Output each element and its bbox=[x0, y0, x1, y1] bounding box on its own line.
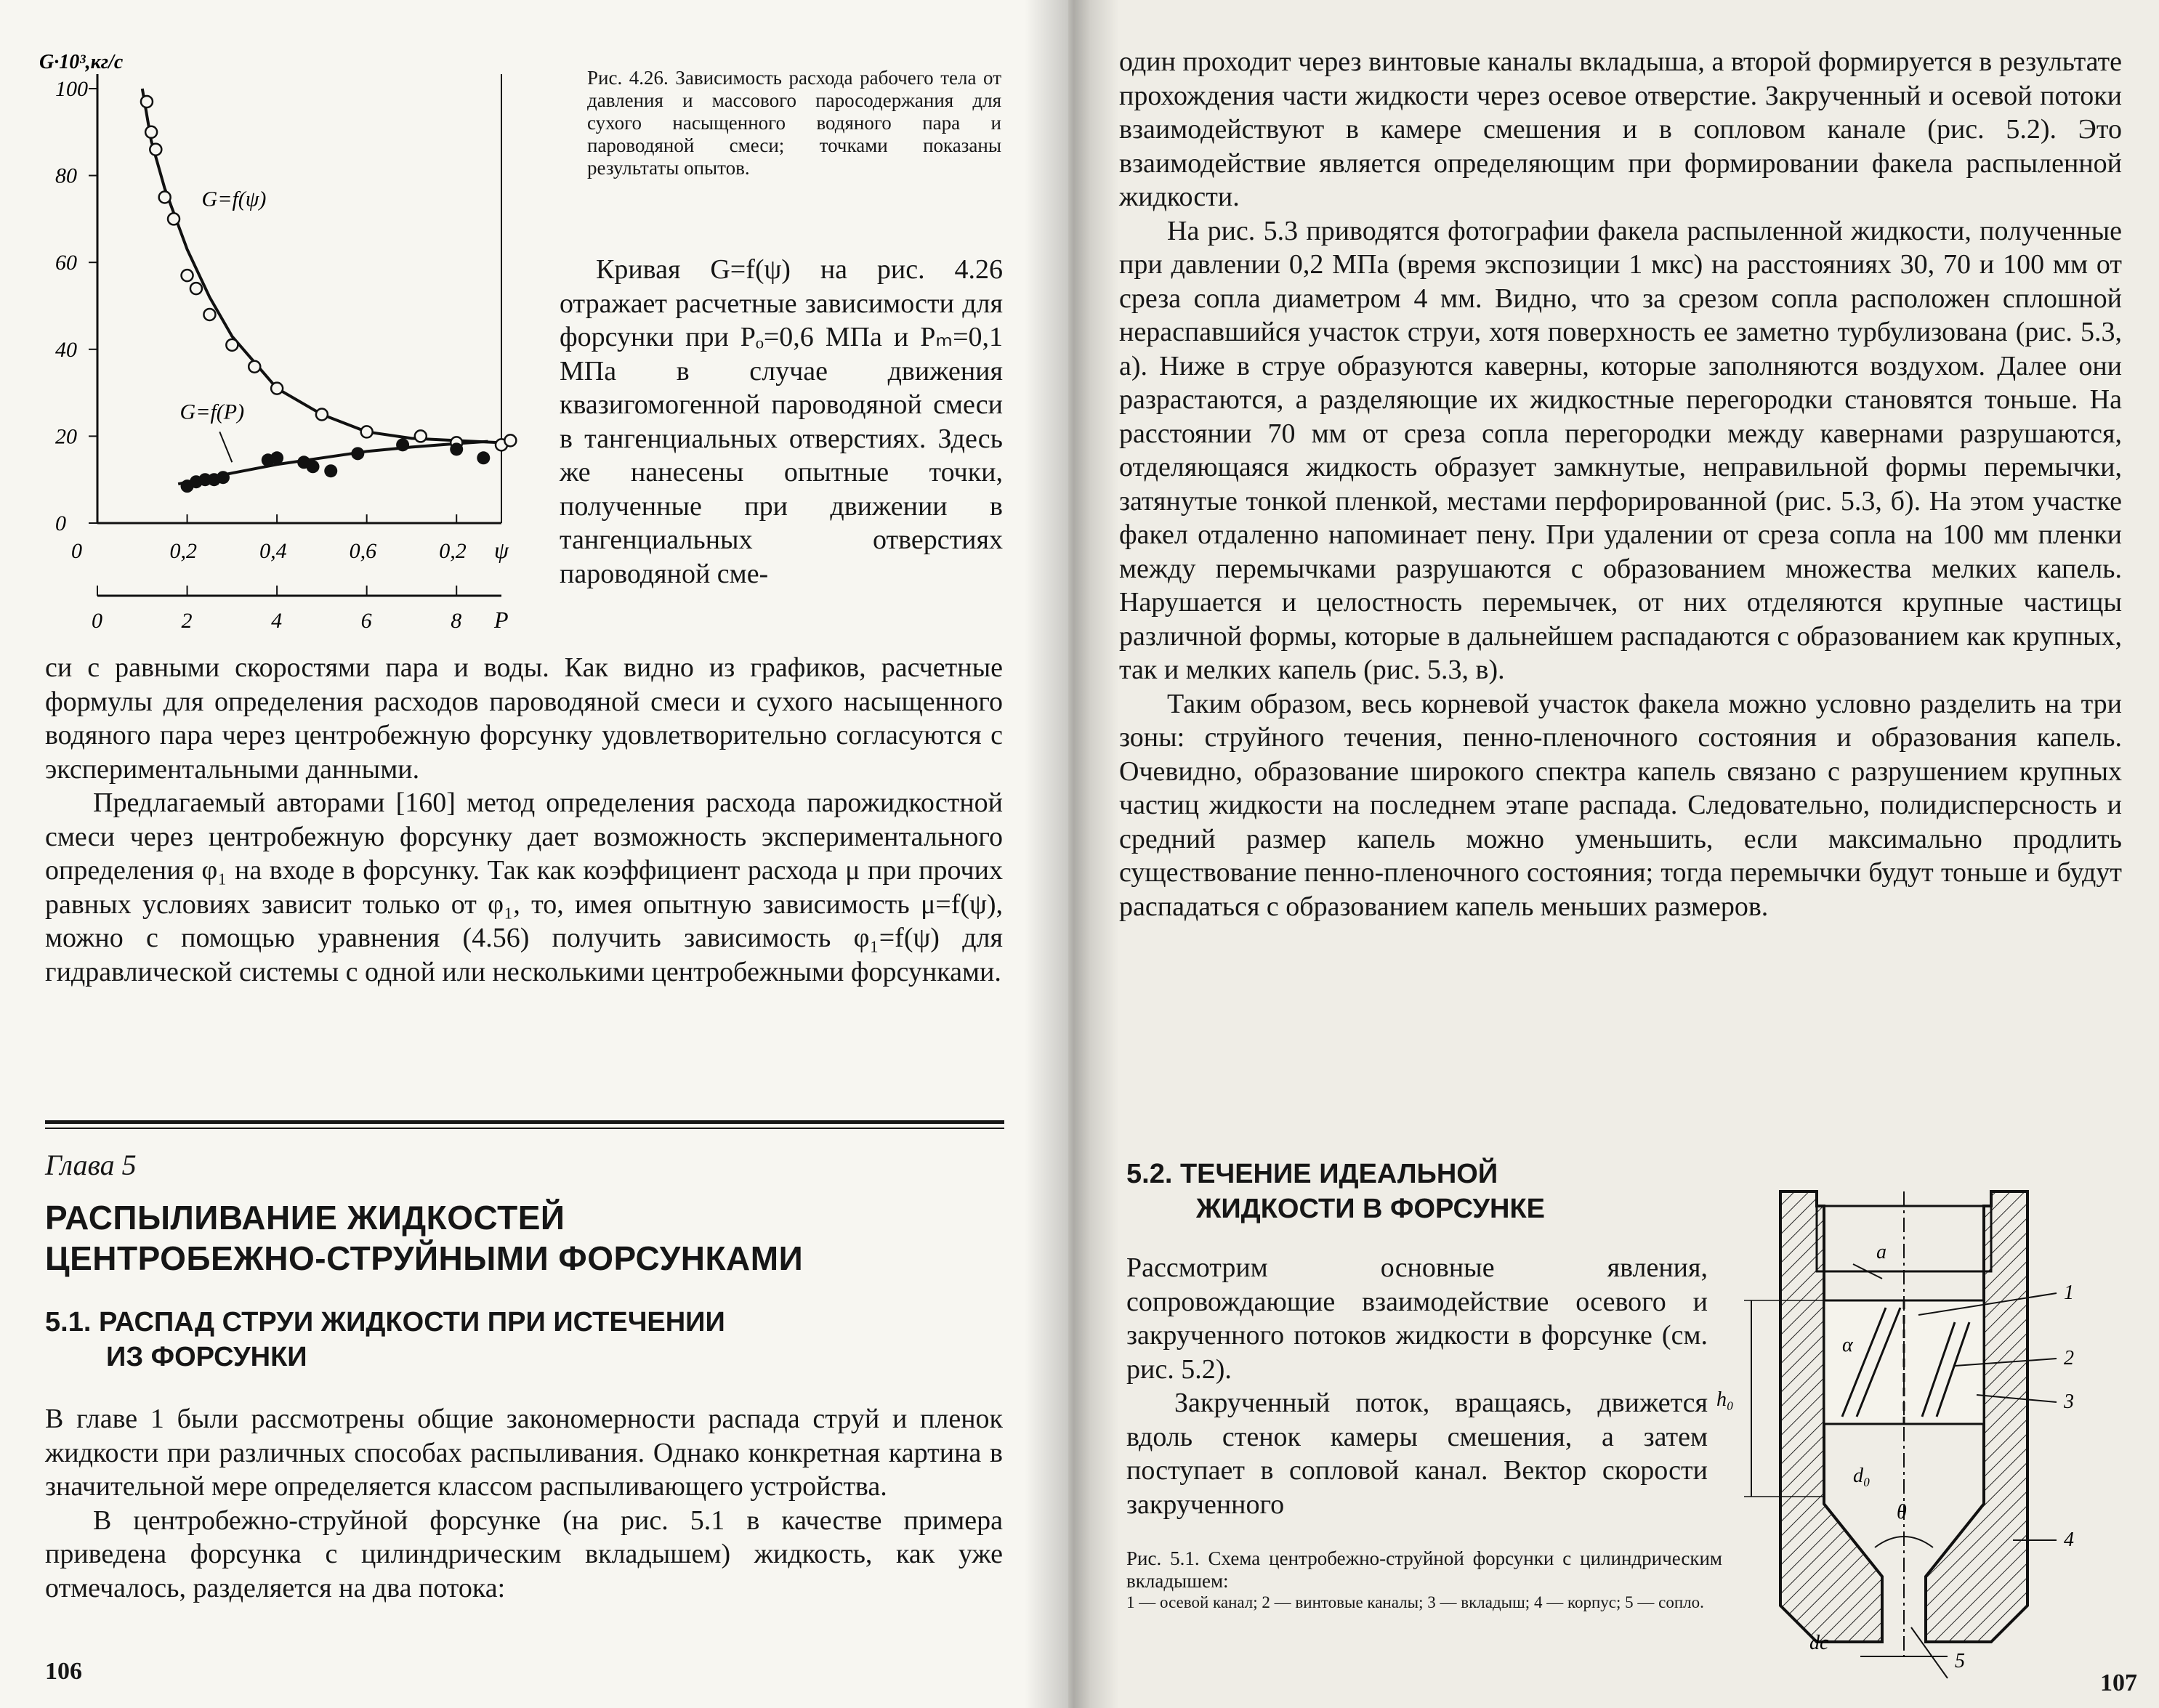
paragraph-text: Закрученный поток, вращаясь, движется вдоль стенок камеры смешения, а затем поступает в сопловой канал. Вектор скорости закрученного bbox=[1126, 1388, 1708, 1520]
section-heading-line: 5.2. ТЕЧЕНИЕ ИДЕАЛЬНОЙ bbox=[1126, 1159, 1498, 1189]
right-body-top bbox=[1119, 45, 2122, 923]
figure-4-26-chart bbox=[29, 29, 552, 633]
label-3: 3 bbox=[2064, 1391, 2074, 1413]
data-point-psi-open bbox=[249, 361, 260, 373]
p-tick-label: 2 bbox=[181, 609, 193, 633]
p-tick-label: 8 bbox=[451, 609, 462, 633]
y-tick-label: 60 bbox=[55, 251, 77, 275]
chapter-rule-thin bbox=[45, 1128, 1004, 1129]
data-point-psi-open bbox=[226, 339, 238, 351]
chart-svg bbox=[29, 29, 552, 633]
paragraph-curve-description bbox=[560, 253, 1003, 591]
y-tick-label: 100 bbox=[55, 77, 88, 101]
paragraph-text: На рис. 5.3 приводятся фотографии факела распыленной жидкости, полученные при давлении 0,2 МПа (время экспозиции 1 мкс) на расстояниях 30, 70 и 100 мм от среза сопла диаметром 4 мм. Видно, что за срезом сопла расположен сплошной нераспавшийся участок струи, хотя поверхность ее заметно турбулизована (рис. 5.3, а). Ниже в струе образуются каверны, которые заполняются воздухом. Далее они разрастаются, а разделяющие их жидкостные перегородки становятся тоньше. На расстоянии 70 мм от среза сопла перегородки между кавернами разрушаются, отделяющаяся жидкость образует замкнутые, неправильной формы перемычки, затянутые тонкой пленкой, местами перфорированной (рис. 5.3, б). На этом участке факел отдаленно напоминает пену. При удалении от среза сопла на 100 мм пленки между перемычками разрушаются с образованием множества мелких капель. Нарушается и целостность перемычек, от них отделяются крупные частицы различной формы, которые в дальнейшем распадаются с образованием как крупных, так и мелких капель (рис. 5.3, в). bbox=[1119, 215, 2122, 685]
psi-tick-label: 0,2 bbox=[169, 539, 198, 563]
data-point-psi-open bbox=[145, 126, 157, 138]
y-tick-label: 0 bbox=[55, 511, 66, 535]
data-point-psi-open bbox=[168, 213, 179, 224]
section-heading-line: 5.1. РАСПАД СТРУИ ЖИДКОСТИ ПРИ ИСТЕЧЕНИИ bbox=[45, 1307, 725, 1337]
chapter-title-line: ЦЕНТРОБЕЖНО-СТРУЙНЫМИ ФОРСУНКАМИ bbox=[45, 1239, 804, 1277]
data-point-p-filled bbox=[324, 464, 337, 477]
data-point-p-filled bbox=[307, 460, 320, 473]
paragraph-text: один проходит через винтовые каналы вкладыша, а второй формируется в результате прохождения части жидкости через осевое отверстие. Закрученный и осевой потоки взаимодействуют в камере смешения и в сопловом канале (рис. 5.2). Это взаимодействие является определяющим при формировании факела распыленной жидкости. bbox=[1119, 46, 2122, 212]
paragraph-text: Таким образом, весь корневой участок факела можно условно разделить на три зоны: струйного течения, пенно-пленочного состояния и образования капель. Очевидно, образование широкого спектра капель связано с разрушением крупных частиц жидкости на последнем этапе распада. Следовательно, полидисперсность и средний размер капель можно уменьшить, если максимально продлить существование пенно-пленочного состояния; тогда перемычки будут тоньше и будут распадаться с образованием капель меньших размеров. bbox=[1119, 688, 2122, 922]
chapter-label: Глава 5 bbox=[45, 1149, 137, 1181]
y-tick-label: 20 bbox=[55, 424, 77, 449]
label-a: a bbox=[1876, 1241, 1886, 1263]
p-tick-label: 4 bbox=[271, 609, 283, 633]
y-tick-label: 40 bbox=[55, 337, 77, 362]
data-point-psi-open bbox=[141, 96, 153, 108]
chapter-rule-thick bbox=[45, 1120, 1004, 1124]
series-label-g-p: G=f(P) bbox=[179, 400, 245, 424]
section-5-1-body bbox=[45, 1402, 1003, 1605]
psi-tick-label: 0,4 bbox=[259, 539, 287, 563]
section-5-2-body bbox=[1126, 1251, 1708, 1521]
label-dc: dc bbox=[1809, 1632, 1829, 1654]
paragraph-continuation bbox=[45, 651, 1003, 989]
data-point-psi-open bbox=[150, 144, 161, 155]
paragraph-text: В главе 1 были рассмотрены общие закономерности распада струй и пленок жидкости при различных способах распыливания. Однако конкретная картина в значительной мере определяется классом распыливающего устройства. bbox=[45, 1404, 1003, 1502]
p-axis-label: P bbox=[494, 607, 509, 633]
y-axis-label: G·10³,кг/с bbox=[39, 51, 124, 73]
psi-axis-label: ψ bbox=[494, 537, 509, 563]
figure-5-1-caption-legend: 1 — осевой канал; 2 — винтовые каналы; 3 — вкладыш; 4 — корпус; 5 — сопло. bbox=[1126, 1593, 1704, 1611]
left-page bbox=[0, 0, 1068, 1708]
label-h0: h₀ bbox=[1716, 1388, 1734, 1411]
data-point-psi-open bbox=[203, 309, 215, 320]
data-point-psi-open bbox=[190, 283, 202, 294]
label-d0: d₀ bbox=[1853, 1465, 1871, 1487]
series-label-leader bbox=[219, 432, 232, 462]
curve-g-of-psi bbox=[142, 89, 501, 442]
data-point-psi-open bbox=[504, 434, 516, 446]
data-point-psi-open bbox=[361, 426, 373, 437]
figure-4-26-caption-text: Рис. 4.26. Зависимость расхода рабочего тела от давления и массового паросодержания для сухого насыщенного водяного пара и пароводяной смеси; точками показаны результаты опытов. bbox=[587, 67, 1001, 179]
label-1: 1 bbox=[2064, 1282, 2074, 1304]
data-point-psi-open bbox=[159, 192, 171, 203]
label-5: 5 bbox=[1955, 1650, 1965, 1672]
psi-origin-label: 0 bbox=[71, 539, 82, 563]
figure-5-1-nozzle-diagram bbox=[1716, 1177, 2115, 1672]
page-number-right: 107 bbox=[2100, 1669, 2137, 1696]
figure-4-26-caption bbox=[587, 67, 1001, 179]
data-point-psi-open bbox=[415, 430, 427, 442]
y-tick-label: 80 bbox=[55, 163, 77, 188]
section-5-1-heading bbox=[45, 1305, 725, 1375]
section-5-2-heading bbox=[1126, 1157, 1545, 1226]
data-point-p-filled bbox=[396, 438, 409, 451]
label-4: 4 bbox=[2064, 1529, 2074, 1551]
data-point-psi-open bbox=[182, 270, 193, 281]
paragraph-text: Кривая G=f(ψ) на рис. 4.26 отражает расчетные зависимости для форсунки при Pₒ=0,6 МПа и Pₘ=0,1 МПа в случае движения квазигомогенной пароводяной смеси в тангенциальных отверстиях. Здесь же нанесены опытные точки, полученные при движении в тангенциальных отверстиях пароводяной сме- bbox=[560, 254, 1003, 589]
series-label-g-psi: G=f(ψ) bbox=[201, 187, 267, 211]
label-alpha: α bbox=[1842, 1334, 1853, 1356]
nozzle-diagram-svg bbox=[1716, 1177, 2115, 1672]
data-point-psi-open bbox=[271, 383, 283, 394]
chapter-title bbox=[45, 1197, 803, 1279]
chapter-title-line: РАСПЫЛИВАНИЕ ЖИДКОСТЕЙ bbox=[45, 1199, 565, 1237]
paragraph-text: Рассмотрим основные явления, сопровождающие взаимодействие осевого и закрученного потоков жидкости в форсунке (см. рис. 5.2). bbox=[1126, 1252, 1708, 1385]
p-tick-label: 6 bbox=[360, 609, 372, 633]
data-point-p-filled bbox=[477, 451, 490, 464]
data-point-psi-open bbox=[316, 409, 328, 421]
p-tick-label: 0 bbox=[92, 609, 102, 633]
page-number-left: 106 bbox=[45, 1658, 82, 1685]
figure-5-1-caption bbox=[1126, 1547, 1722, 1613]
paragraph-text: В центробежно-струйной форсунке (на рис. 5.1 в качестве примера приведена форсунка с цилиндрическим вкладышем) жидкость, как уже отмечалось, разделяется на два потока: bbox=[45, 1505, 1003, 1603]
paragraph-text: Предлагаемый авторами [160] метод определения расхода парожидкостной смеси через центробежную форсунку дает возможность экспериментального определения φ₁ на входе в форсунку. Так как коэффициент расхода μ при прочих равных условиях зависит только от φ₁, то, имея опытную зависимость μ=f(ψ), можно с помощью уравнения (4.56) получить зависимость φ₁=f(ψ) для гидравлической системы с одной или несколькими центробежными форсунками. bbox=[45, 788, 1003, 987]
data-point-p-filled bbox=[351, 447, 364, 460]
figure-5-1-caption-title: Рис. 5.1. Схема центробежно-струйной форсунки с цилиндрическим вкладышем: bbox=[1126, 1547, 1722, 1592]
data-point-p-filled bbox=[450, 442, 463, 456]
psi-tick-label: 0,6 bbox=[349, 539, 377, 563]
section-heading-line: ИЗ ФОРСУНКИ bbox=[106, 1342, 307, 1372]
data-point-p-filled bbox=[217, 471, 230, 484]
label-theta: θ bbox=[1897, 1501, 1907, 1523]
paragraph-text: си с равными скоростями пара и воды. Как видно из графиков, расчетные формулы для определения расходов пароводяной смеси и сухого насыщенного водяного пара через центробежную форсунку удовлетворительно согласуются с экспериментальными данными. bbox=[45, 652, 1003, 785]
data-point-p-filled bbox=[270, 451, 283, 464]
label-2: 2 bbox=[2064, 1347, 2074, 1369]
section-heading-line: ЖИДКОСТИ В ФОРСУНКЕ bbox=[1196, 1194, 1546, 1224]
psi-tick-label: 0,2 bbox=[439, 539, 467, 563]
